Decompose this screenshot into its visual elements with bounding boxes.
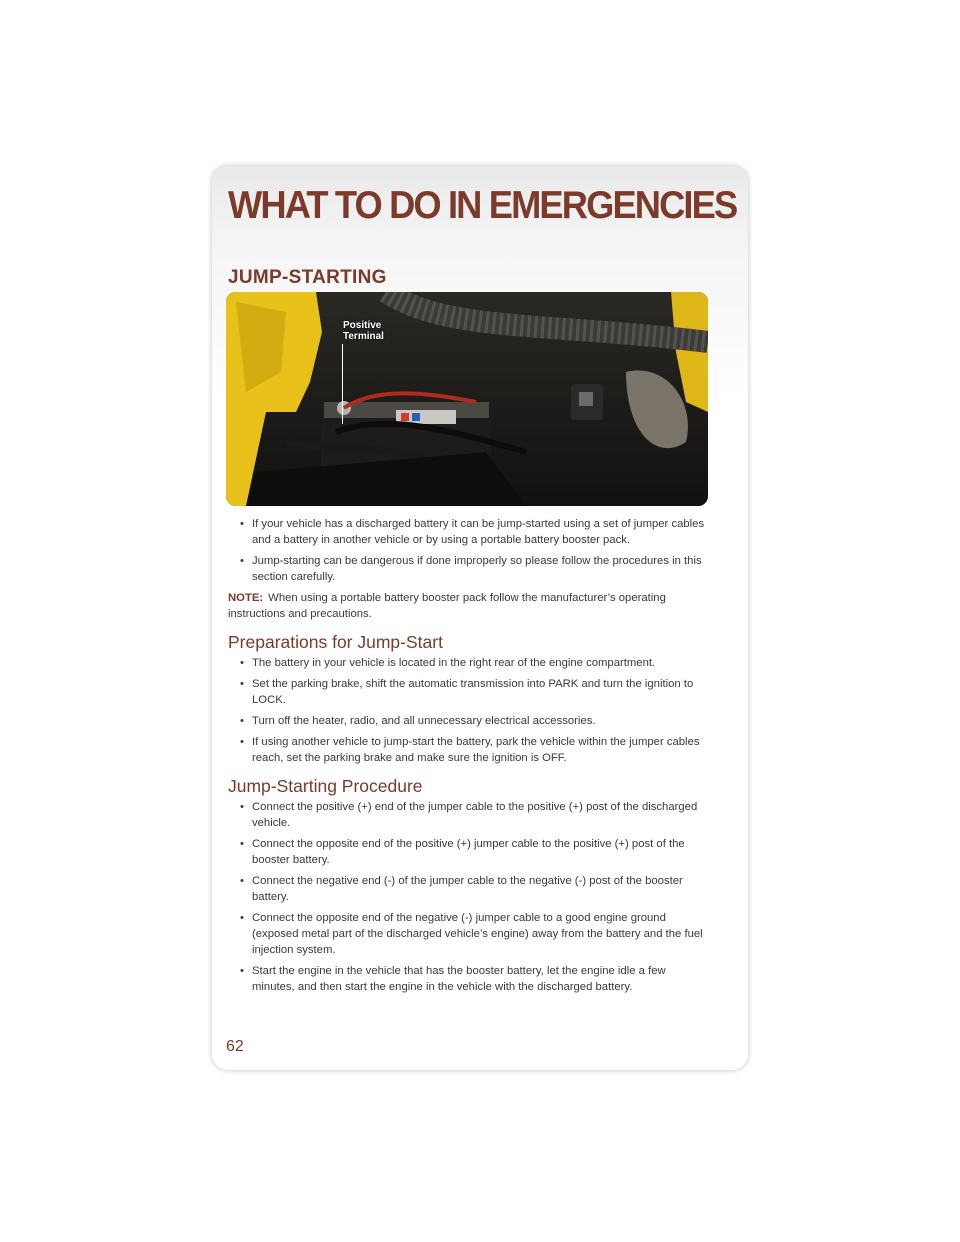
page-number: 62 xyxy=(226,1038,244,1055)
photo-label-line-1: Positive xyxy=(343,320,382,331)
procedure-heading: Jump-Starting Procedure xyxy=(228,776,423,796)
label-leader-line xyxy=(342,344,343,424)
list-item: • Set the parking brake, shift the automatic transmission into PARK and turn the ignition to LOCK. xyxy=(228,676,706,708)
preparations-list xyxy=(228,655,706,766)
positive-terminal-label xyxy=(343,320,413,342)
list-item: • Start the engine in the vehicle that has the booster battery, let the engine idle a few minutes, and then start the engine in the vehicle with the discharged battery. xyxy=(228,963,706,995)
intro-list xyxy=(228,516,706,585)
list-item: • Turn off the heater, radio, and all unnecessary electrical accessories. xyxy=(228,713,706,729)
photo-label-line-2: Terminal xyxy=(343,331,384,342)
list-item: • If using another vehicle to jump-start the battery, park the vehicle within the jumper cables reach, set the parking brake and make sure the ignition is OFF. xyxy=(228,734,706,766)
procedure-list xyxy=(228,799,706,995)
note-label: NOTE: xyxy=(228,592,264,604)
page-heading: JUMP-STARTING xyxy=(228,267,387,288)
page-content xyxy=(228,516,706,1000)
list-item: • Connect the negative end (-) of the jumper cable to the negative (-) post of the booster battery. xyxy=(228,873,706,905)
engine-bay-illustration xyxy=(226,292,708,506)
list-item: • If your vehicle has a discharged battery it can be jump-started using a set of jumper cables and a battery in another vehicle or by using a portable battery booster pack. xyxy=(228,516,706,548)
list-item: • The battery in your vehicle is located in the right rear of the engine compartment. xyxy=(228,655,706,671)
engine-photo xyxy=(226,292,708,506)
section-title: WHAT TO DO IN EMERGENCIES xyxy=(228,184,737,227)
list-item: • Jump-starting can be dangerous if done improperly so please follow the procedures in this section carefully. xyxy=(228,553,706,585)
list-item: • Connect the opposite end of the negative (-) jumper cable to a good engine ground (exposed metal part of the discharged vehicle’s engine) away from the battery and the fuel injection system. xyxy=(228,910,706,958)
preparations-heading: Preparations for Jump-Start xyxy=(228,632,443,652)
note-text: When using a portable battery booster pack follow the manufacturer’s operating instructions and precautions. xyxy=(228,592,666,620)
list-item: • Connect the positive (+) end of the jumper cable to the positive (+) post of the discharged vehicle. xyxy=(228,799,706,831)
note xyxy=(228,590,706,622)
list-item: • Connect the opposite end of the positive (+) jumper cable to the positive (+) post of the booster battery. xyxy=(228,836,706,868)
